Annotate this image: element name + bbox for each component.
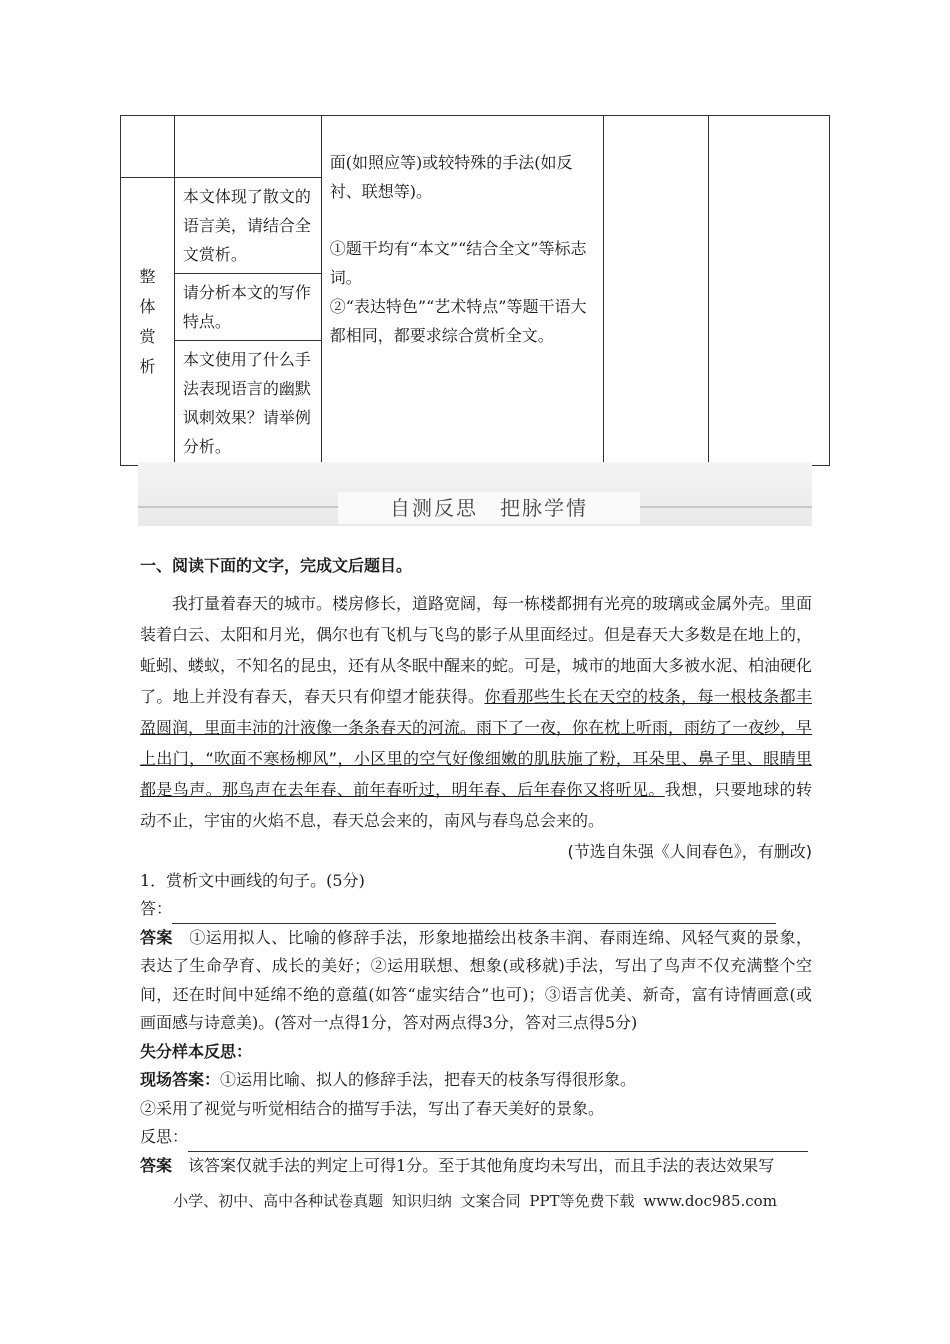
reflect-label: 反思： bbox=[140, 1127, 189, 1146]
category-char: 整 bbox=[139, 266, 156, 286]
passage-text: 我想，只要地球的转动不止，宇宙的火焰不息，春天总会来的，南风与春鸟总会来的。 bbox=[140, 779, 812, 830]
analysis-table bbox=[120, 115, 830, 466]
notes-line-2: ②“表达特色”“艺术特点”等题干语大都相同，都要求综合赏析全文。 bbox=[329, 297, 587, 345]
table-cell bbox=[174, 116, 321, 178]
answer-key-2 bbox=[140, 1152, 812, 1181]
category-cell bbox=[121, 178, 175, 466]
section-heading: 一、阅读下面的文字，完成文后题目。 bbox=[140, 556, 413, 575]
answer-key-label: 答案 bbox=[140, 1155, 173, 1175]
answer-line bbox=[140, 895, 812, 924]
onsite-answer bbox=[140, 1066, 812, 1095]
answer-key-text: 该答案仅就手法的判定上可得1分。至于其他角度均未写出，而且手法的表达效果写 bbox=[188, 1155, 775, 1175]
category-char: 体 bbox=[139, 296, 156, 316]
banner-title: 自测反思 把脉学情 bbox=[338, 492, 640, 524]
exercise-content bbox=[140, 552, 812, 1180]
question-cell bbox=[174, 341, 321, 466]
onsite-answer-2: ②采用了视觉与听觉相结合的描写手法，写出了春天美好的景象。 bbox=[140, 1098, 605, 1118]
category-char: 赏 bbox=[139, 326, 156, 346]
onsite-text: ①运用比喻、拟人的修辞手法，把春天的枝条写得很形象。 bbox=[220, 1070, 637, 1089]
section-banner bbox=[138, 462, 812, 526]
question-text: 本文体现了散文的语言美，请结合全文赏析。 bbox=[182, 187, 311, 264]
answer-key bbox=[140, 924, 812, 1038]
table-cell bbox=[709, 116, 830, 466]
answer-key-label: 答案 bbox=[140, 927, 173, 947]
table-cell bbox=[604, 116, 709, 466]
category-char: 析 bbox=[139, 356, 156, 376]
notes-line-1: ①题干均有“本文”“结合全文”等标志词。 bbox=[329, 239, 587, 287]
passage-source: (节选自朱强《人间春色》，有删改) bbox=[567, 841, 812, 861]
reading-passage bbox=[140, 588, 812, 836]
notes-cell bbox=[321, 116, 604, 466]
question-text: 请分析本文的写作特点。 bbox=[182, 283, 311, 331]
question-cell bbox=[174, 274, 321, 341]
reflect-blank[interactable] bbox=[188, 1133, 808, 1152]
passage-text: 我打量着春天的城市。楼房修长，道路宽阔，每一栋楼都拥有光亮的玻璃或金属外壳。里面装着白云、太阳和月光，偶尔也有飞机与飞鸟的影子从里面经过。但是春天大多数是在地上的，蚯蚓、蝼蚁，不知名的昆虫，还有从冬眠中醒来的蛇。可是，城市的地面大多被水泥、柏油硬化了。地上并没有春天，春天只有仰望才能获得。 bbox=[140, 593, 813, 706]
reflect-line bbox=[140, 1123, 812, 1152]
answer-label: 答： bbox=[140, 899, 173, 918]
continued-text: 面(如照应等)或较特殊的手法(如反衬、联想等)。 bbox=[329, 153, 573, 201]
question-prompt: 1．赏析文中画线的句子。(5分) bbox=[140, 870, 365, 890]
table-cell bbox=[121, 116, 175, 178]
question-text: 本文使用了什么手法表现语言的幽默讽刺效果？请举例分析。 bbox=[182, 350, 311, 456]
underlined-sentences: 你看那些生长在天空的枝条，每一根枝条都丰盈圆润，里面丰沛的汁液像一条条春天的河流。雨下了一夜，你在枕上听雨，雨纺了一夜纱，早上出门，“吹面不寒杨柳风”，小区里的空气好像细嫩的肌肤施了粉，耳朵里、鼻子里、眼睛里都是鸟声。那鸟声在去年春、前年春听过，明年春、后年春你又将听见。 bbox=[140, 686, 813, 799]
question-cell bbox=[174, 178, 321, 274]
page-footer: 小学、初中、高中各种试卷真题 知识归纳 文案合同 PPT等免费下载 www.doc985.com bbox=[173, 1192, 777, 1210]
sample-label: 失分样本反思： bbox=[140, 1041, 253, 1061]
answer-blank[interactable] bbox=[172, 905, 776, 924]
answer-key-text: ①运用拟人、比喻的修辞手法，形象地描绘出枝条丰润、春雨连绵、风轻气爽的景象，表达了生命孕育、成长的美好；②运用联想、想象(或移就)手法，写出了鸟声不仅充满整个空间，还在时间中延绵不绝的意蕴(如答“虚实结合”也可)；③语言优美、新奇，富有诗情画意(或画面感与诗意美)。(答对一点得1分，答对两点得3分，答对三点得5分) bbox=[140, 927, 812, 1032]
onsite-label: 现场答案： bbox=[140, 1070, 221, 1089]
